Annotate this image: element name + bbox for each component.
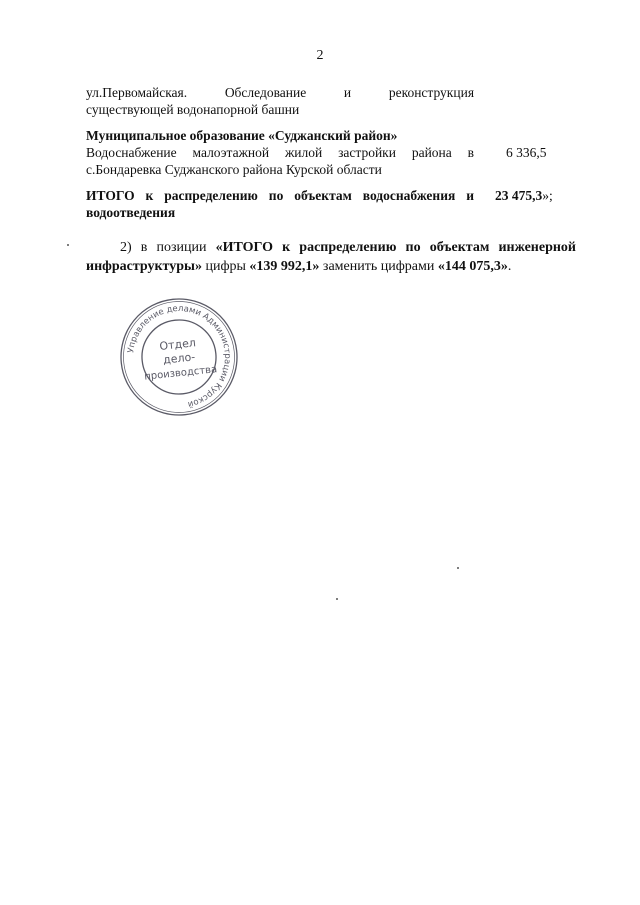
scan-speck [457, 567, 459, 569]
water-item-amount: 6 336,5 [506, 145, 547, 160]
scan-speck [67, 244, 69, 246]
water-item-line2: с.Бондаревка Суджанского района Курской области [86, 162, 382, 177]
seal-ring-textpath: Управление делами Администрации Курской [126, 303, 233, 410]
office-seal [118, 296, 240, 418]
amendment-text: . [507, 259, 512, 274]
amendment-paragraph [86, 238, 576, 276]
street-word: Обследование [224, 85, 307, 100]
street-word: и [343, 85, 352, 100]
page-number: 2 [316, 48, 324, 63]
total-item-line2: водоотведения [86, 205, 176, 220]
street-item-line1 [86, 84, 474, 101]
amendment-bold: «139 992,1» [249, 259, 320, 274]
seal-center-line3: производства [143, 364, 218, 383]
amendment-text: 2) в позиции [120, 240, 216, 255]
street-item-line2: существующей водонапорной башни [86, 102, 300, 117]
seal-center-line1: Отдел [158, 336, 197, 353]
amendment-bold: «ИТОГО к распределению по объектам инженерной инфраструктуры» [86, 240, 577, 274]
amendment-bold: «144 075,3» [437, 259, 508, 274]
total-item-line1: ИТОГО к распределению по объектам водоснабжения и [86, 188, 474, 203]
total-item-amount-wrap [495, 187, 553, 204]
street-word: ул.Первомайская. [86, 85, 188, 100]
total-item-amount: 23 475,3 [495, 188, 543, 203]
street-word: реконструкция [388, 85, 475, 100]
total-item-amount-suffix: »; [542, 188, 553, 203]
seal-center-line2: дело- [162, 350, 196, 367]
amendment-text: цифры [201, 259, 250, 274]
scan-speck [336, 598, 338, 600]
water-item-line1: Водоснабжение малоэтажной жилой застройки района в [86, 145, 474, 160]
amendment-text: заменить цифрами [319, 259, 438, 274]
seal-ink [118, 296, 240, 418]
municipality-heading: Муниципальное образование «Суджанский район» [86, 128, 398, 143]
